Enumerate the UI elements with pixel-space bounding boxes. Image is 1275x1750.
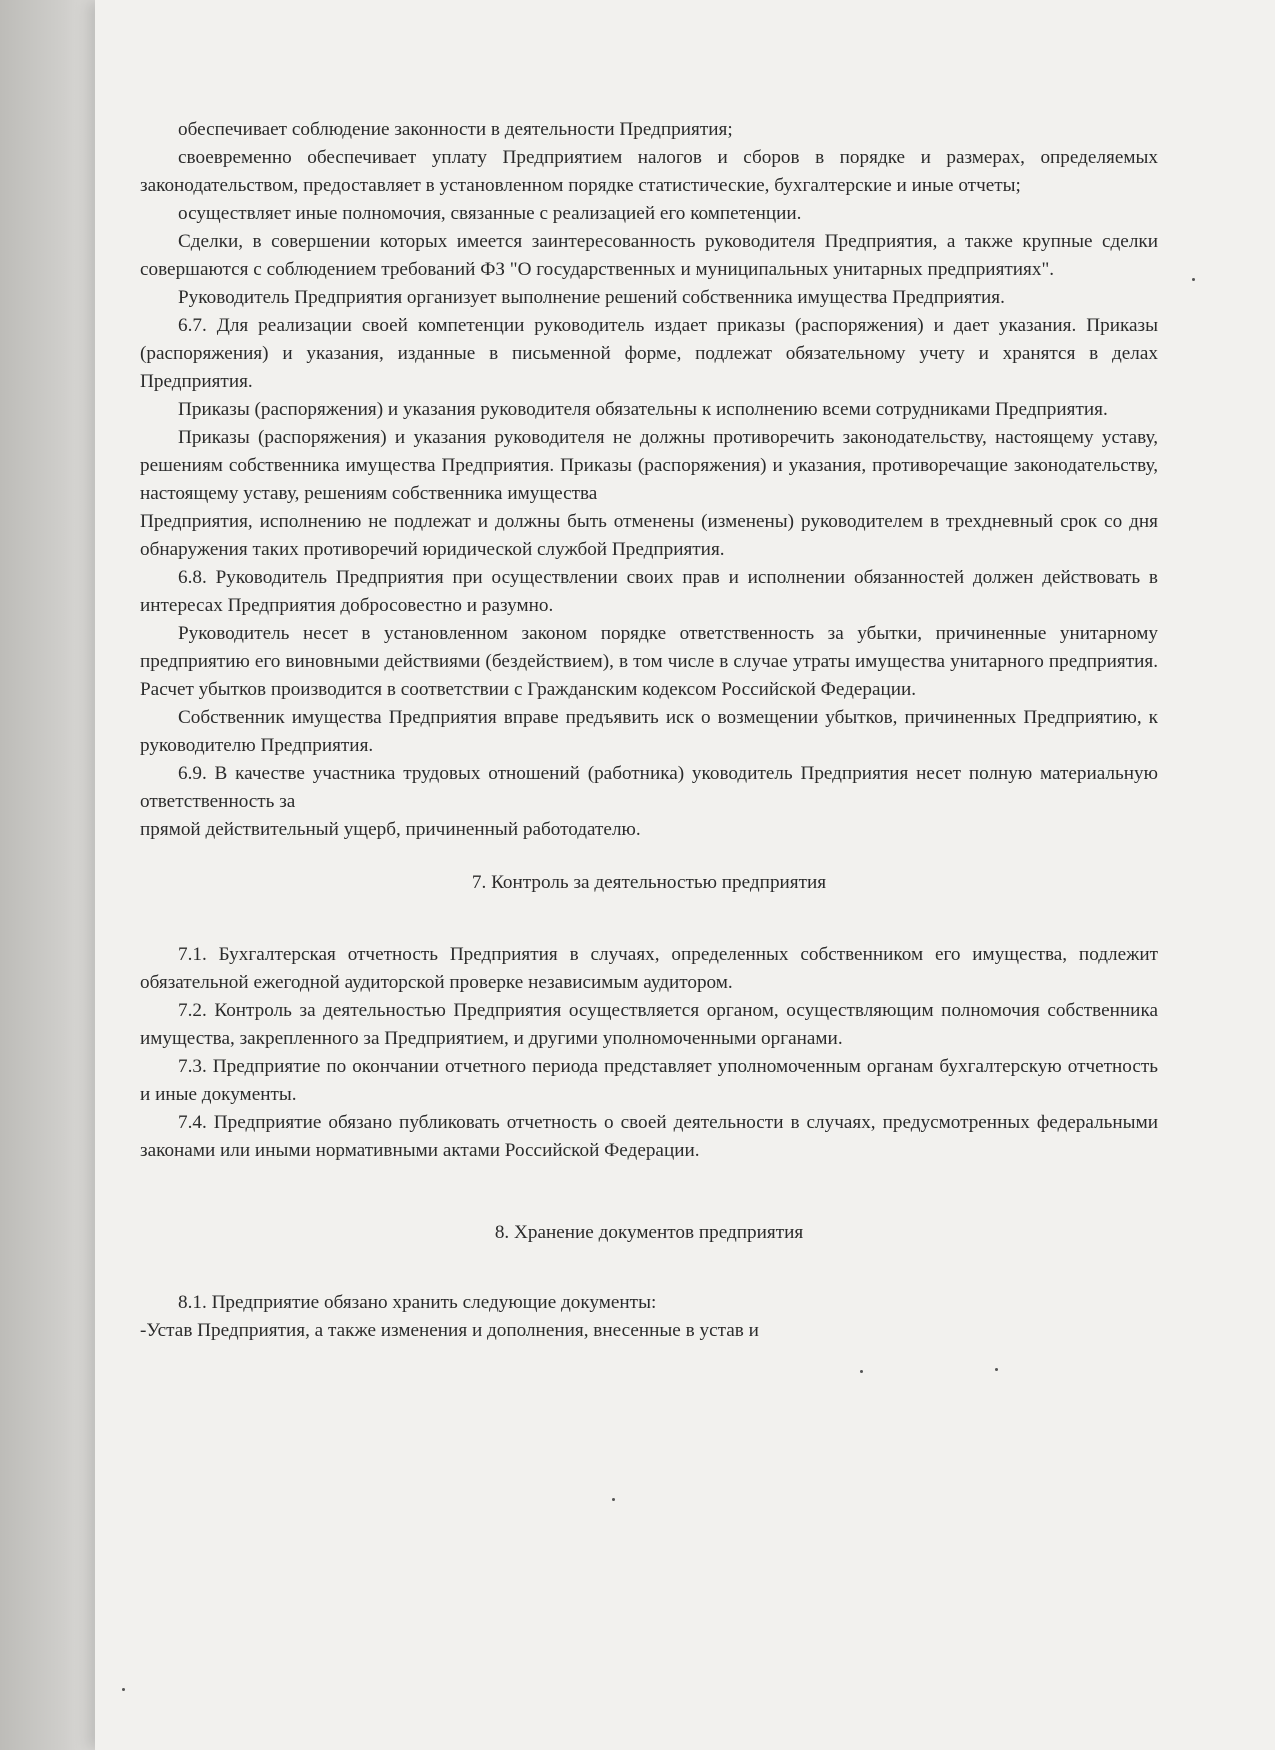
paragraph-7-2: 7.2. Контроль за деятельностью Предприятия осуществляется органом, осуществляющим полномочия собственника имущества, закрепленного за Предприятием, и другими уполномоченными органами.: [140, 1000, 1158, 1049]
paragraph: Сделки, в совершении которых имеется заинтересованность руководителя Предприятия, а также крупные сделки совершаются с соблюдением требований ФЗ "О государственных и муниципальных унитарных предприятиях".: [140, 231, 1158, 280]
paragraph-8-1: 8.1. Предприятие обязано хранить следующие документы:: [178, 1292, 657, 1313]
scan-speck: [1192, 278, 1195, 281]
paragraph-7-1: 7.1. Бухгалтерская отчетность Предприятия в случаях, определенных собственником его имущества, подлежит обязательной ежегодной аудиторской проверке независимым аудитором.: [140, 944, 1158, 993]
scan-speck: [612, 1498, 615, 1501]
scan-speck: [122, 1688, 125, 1691]
section-8-title: 8. Хранение документов предприятия: [494, 1222, 804, 1243]
paragraph: Руководитель несет в установленном законом порядке ответственность за убытки, причиненные унитарному предприятию его виновными действиями (бездействием), в том числе в случае утраты имущества унитарного предприятия. Расчет убытков производится в соответствии с Гражданским кодексом Российской Федерации.: [140, 623, 1158, 700]
paragraph-7-3: 7.3. Предприятие по окончании отчетного периода представляет уполномоченным органам бухгалтерскую отчетность и иные документы.: [140, 1056, 1158, 1105]
scan-speck: [995, 1368, 998, 1371]
paragraph: Приказы (распоряжения) и указания руководителя не должны противоречить законодательству, настоящему уставу, решениям собственника имущества Предприятия. Приказы (распоряжения) и указания, противоречащие законодательству, настоящему уставу, решениям собственника имущества: [140, 427, 1158, 504]
paragraph-6-9: 6.9. В качестве участника трудовых отношений (работника) уководитель Предприятия несет полную материальную ответственность за: [140, 763, 1158, 812]
paragraph: -Устав Предприятия, а также изменения и дополнения, внесенные в устав и: [140, 1320, 759, 1341]
paragraph-7-4: 7.4. Предприятие обязано публиковать отчетность о своей деятельности в случаях, предусмотренных федеральными законами или иными нормативными актами Российской Федерации.: [140, 1112, 1158, 1161]
paragraph: своевременно обеспечивает уплату Предприятием налогов и сборов в порядке и размерах, определяемых законодательством, предоставляет в установленном порядке статистические, бухгалтерские и иные отчеты;: [140, 147, 1158, 196]
paragraph-6-7: 6.7. Для реализации своей компетенции руководитель издает приказы (распоряжения) и дает указания. Приказы (распоряжения) и указания, изданные в письменной форме, подлежат обязательному учету и хранятся в делах Предприятия.: [140, 315, 1158, 392]
paragraph-6-8: 6.8. Руководитель Предприятия при осуществлении своих прав и исполнении обязанностей должен действовать в интересах Предприятия добросовестно и разумно.: [140, 567, 1158, 616]
paragraph: Руководитель Предприятия организует выполнение решений собственника имущества Предприятия.: [178, 287, 1005, 308]
paragraph: Приказы (распоряжения) и указания руководителя обязательны к исполнению всеми сотрудниками Предприятия.: [178, 399, 1108, 420]
document-text: [140, 116, 1158, 1345]
section-7-title: 7. Контроль за деятельностью предприятия: [471, 872, 827, 893]
paragraph: Предприятия, исполнению не подлежат и должны быть отменены (изменены) руководителем в трехдневный срок со дня обнаружения таких противоречий юридической службой Предприятия.: [140, 511, 1158, 560]
scan-speck: [860, 1370, 863, 1373]
paragraph: обеспечивает соблюдение законности в деятельности Предприятия;: [178, 119, 733, 140]
paragraph: осуществляет иные полномочия, связанные с реализацией его компетенции.: [178, 203, 802, 224]
paragraph: Собственник имущества Предприятия вправе предъявить иск о возмещении убытков, причиненных Предприятию, к руководителю Предприятия.: [140, 707, 1158, 756]
paragraph: прямой действительный ущерб, причиненный работодателю.: [140, 819, 641, 840]
